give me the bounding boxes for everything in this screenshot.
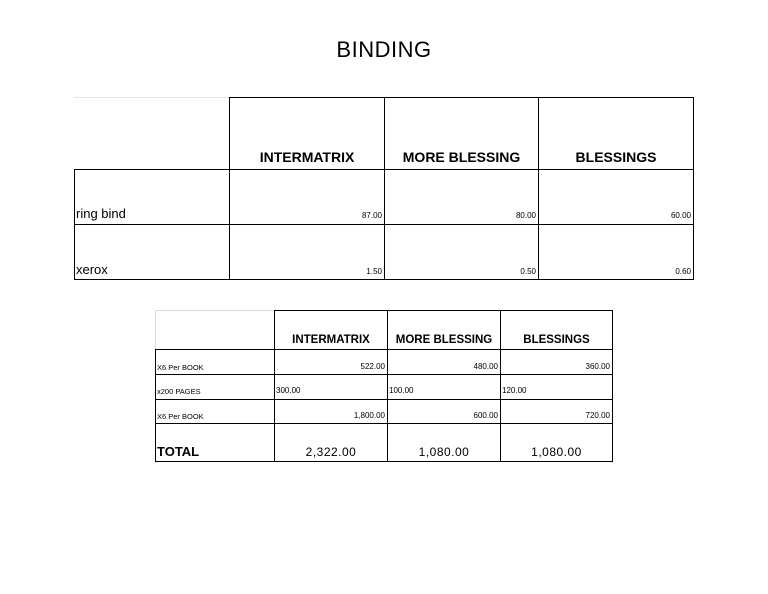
grid-line xyxy=(387,310,388,462)
row-label-ring-bind: ring bind xyxy=(76,206,126,221)
table-cell: 80.00 xyxy=(515,211,536,220)
column-header-more-blessing: MORE BLESSING xyxy=(395,334,493,346)
column-header-blessings: BLESSINGS xyxy=(523,334,590,346)
row-label-pages: x200 PAGES xyxy=(157,387,201,396)
grid-line xyxy=(155,461,613,462)
total-value-blessings: 1,080.00 xyxy=(531,445,582,459)
column-header-intermatrix: INTERMATRIX xyxy=(292,334,370,346)
grid-line xyxy=(538,97,539,280)
table-cell: 1,800.00 xyxy=(353,411,385,420)
binding-total-table xyxy=(155,310,613,462)
total-label: TOTAL xyxy=(157,444,200,459)
grid-line xyxy=(155,374,613,375)
grid-line xyxy=(74,169,75,280)
grid-line xyxy=(500,310,501,462)
row-label-per-book: X6 Per BOOK xyxy=(157,412,204,421)
table-cell: 300.00 xyxy=(276,386,301,395)
column-header-more-blessing: MORE BLESSING xyxy=(402,149,521,165)
table-cell: 1.50 xyxy=(366,267,382,276)
table-cell: 720.00 xyxy=(585,411,610,420)
total-value-intermatrix: 2,322.00 xyxy=(305,445,357,459)
grid-line xyxy=(384,97,385,280)
grid-line xyxy=(274,310,275,462)
grid-line xyxy=(155,349,613,350)
row-label-xerox: xerox xyxy=(76,262,108,277)
binding-price-table xyxy=(74,97,694,280)
table-cell: 360.00 xyxy=(585,362,610,371)
column-header-intermatrix: INTERMATRIX xyxy=(259,149,355,165)
grid-line xyxy=(155,399,613,400)
grid-line xyxy=(229,97,694,98)
grid-line xyxy=(693,97,694,280)
table-cell: 120.00 xyxy=(502,386,527,395)
table-cell: 522.00 xyxy=(360,362,385,371)
table-cell: 0.60 xyxy=(675,267,691,276)
table-cell: 600.00 xyxy=(473,411,498,420)
total-value-more-blessing: 1,080.00 xyxy=(418,445,470,459)
column-header-blessings: BLESSINGS xyxy=(575,149,657,165)
table-cell: 480.00 xyxy=(473,362,498,371)
grid-line xyxy=(155,349,156,462)
table-cell: 60.00 xyxy=(670,211,691,220)
grid-line xyxy=(612,310,613,462)
grid-line xyxy=(274,310,613,311)
table-cell: 87.00 xyxy=(361,211,382,220)
row-label-per-book: X6 Per BOOK xyxy=(157,363,204,372)
table-cell: 100.00 xyxy=(389,386,414,395)
table-cell: 0.50 xyxy=(520,267,536,276)
page-title: BINDING xyxy=(336,37,432,62)
grid-line xyxy=(155,423,613,424)
grid-line xyxy=(229,97,230,280)
